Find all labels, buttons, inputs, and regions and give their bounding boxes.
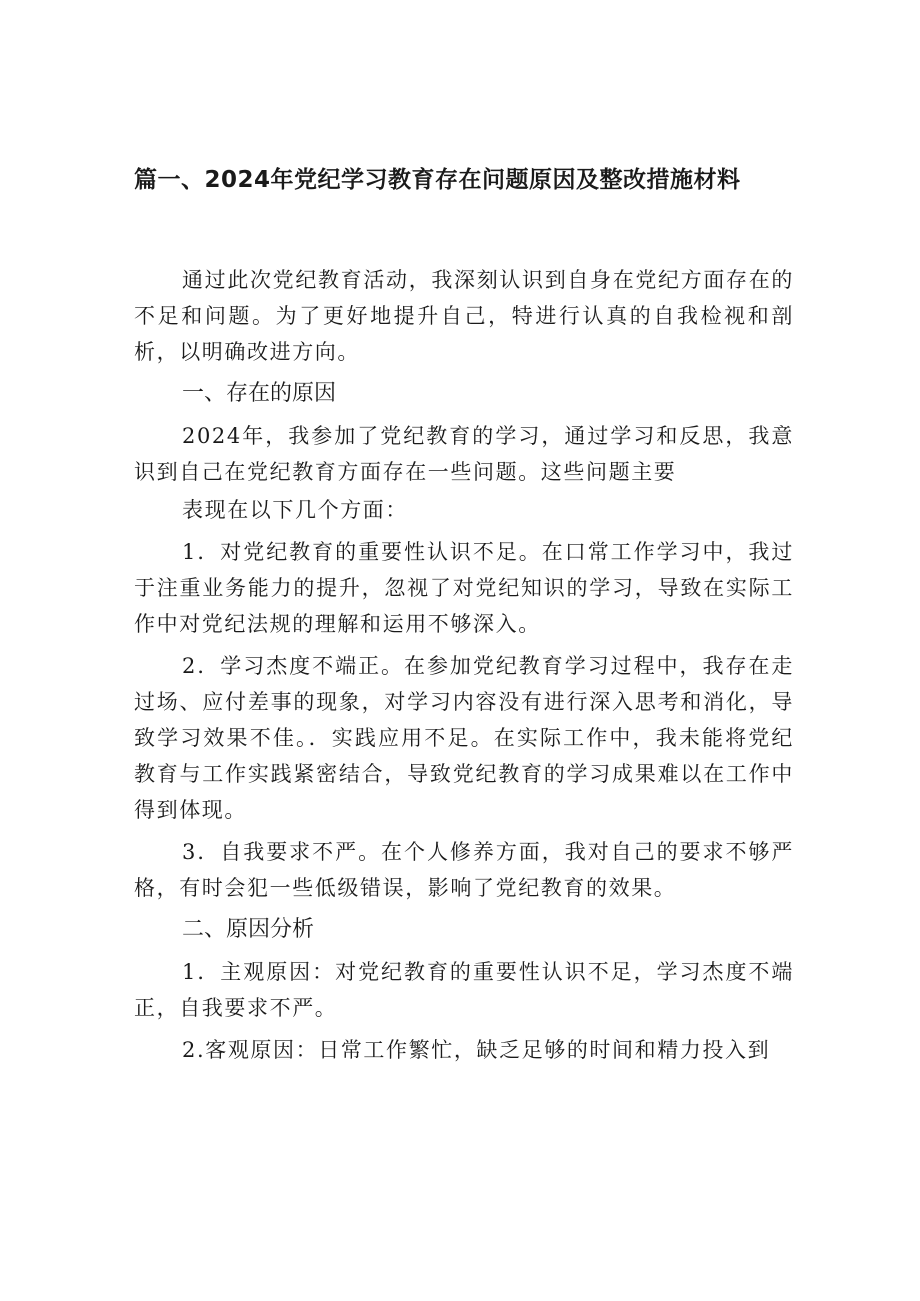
cause-item-1: 1．主观原因：对党纪教育的重要性认识不足，学习杰度不端正，自我要求不严。 [134, 960, 794, 1020]
intro-paragraph: 通过此次党纪教育活动，我深刻认识到自身在党纪方面存在的不足和问题。为了更好地提升自己，特进行认真的自我检视和剖析，以明确改进方向。 [134, 268, 794, 364]
list-item-3: 3．自我要求不严。在个人修养方面，我对自己的要求不够严格，有时会犯一些低级错误，影响了党纪教育的效果。 [134, 840, 794, 900]
paragraph-2: 表现在以下几个方面： [182, 498, 408, 522]
list-item-2: 2．学习杰度不端正。在参加党纪教育学习过程中，我存在走过场、应付差事的现象，对学习内容没有进行深入思考和消化，导致学习效果不佳。．实践应用不足。在实际工作中，我未能将党纪教育与工作实践紧密结合，导致党纪教育的学习成果难以在工作中得到体现。 [134, 654, 794, 822]
cause-item-2: 2.客观原因：日常工作繁忙，缺乏足够的时间和精力投入到 [182, 1038, 771, 1062]
document-title: 篇一、2024年党纪学习教育存在问题原因及整改措施材料 [134, 167, 741, 193]
section-heading-1: 一、存在的原因 [182, 381, 337, 406]
document-body [134, 262, 794, 1074]
list-item-1: 1．对党纪教育的重要性认识不足。在口常工作学习中，我过于注重业务能力的提升，忽视了对党纪知识的学习，导致在实际工作中对党纪法规的理解和运用不够深入。 [134, 540, 794, 636]
section-heading-2: 二、原因分析 [182, 917, 315, 942]
paragraph-1: 2024年，我参加了党纪教育的学习，通过学习和反思，我意识到自己在党纪教育方面存在一些问题。这些问题主要 [134, 424, 794, 484]
